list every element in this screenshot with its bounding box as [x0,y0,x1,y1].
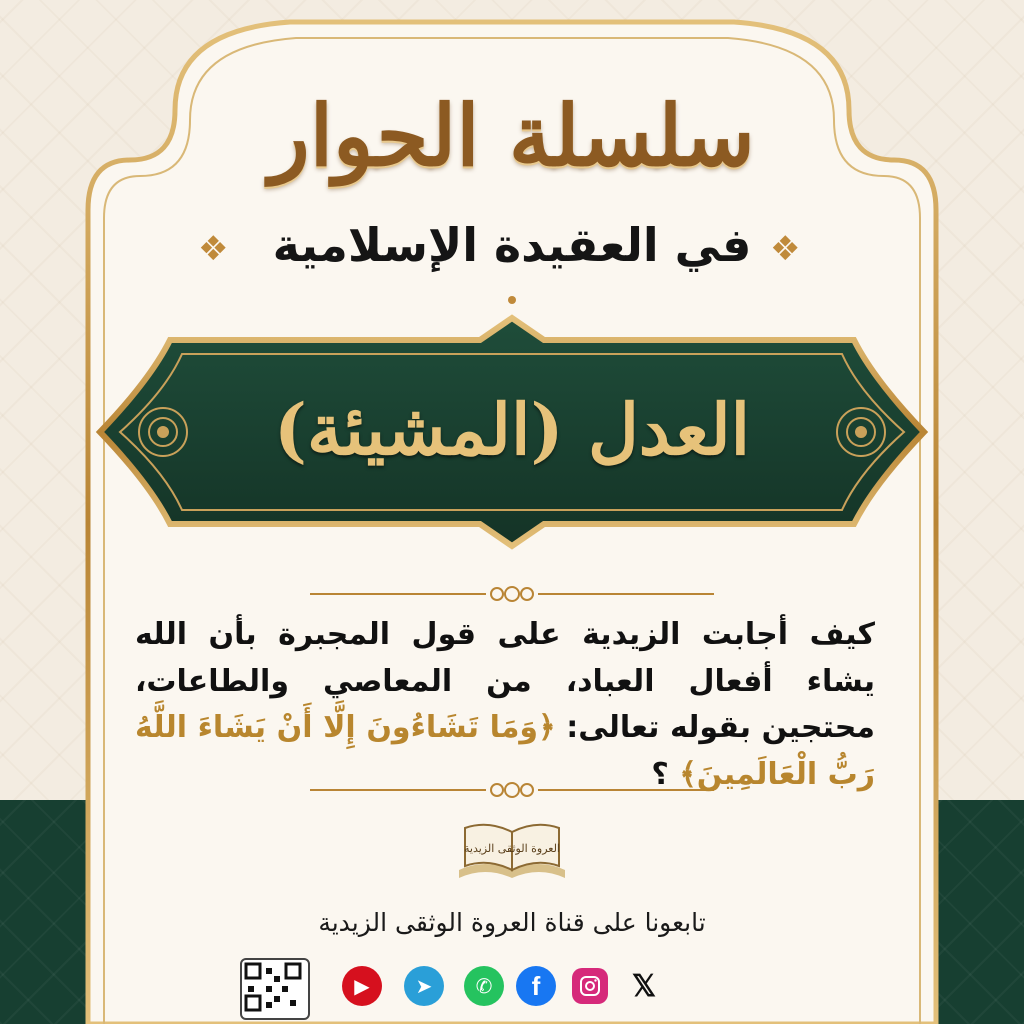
youtube-icon[interactable]: ▶ [342,966,382,1006]
question-body: كيف أجابت الزيدية على قول المجبرة بأن الله يشاء أفعال العباد، من المعاصي والطاعات، محتجين بقوله تعالى: [135,617,875,745]
follow-us-text: تابعونا على قناة العروة الوثقى الزيدية [318,908,706,937]
ornament-right-icon: ❖ [770,229,801,269]
book-logo [455,818,569,884]
banner-title: العدل (المشيئة) [273,388,751,471]
ornament-left-icon: ❖ [198,229,229,269]
qr-code-icon [242,960,304,1014]
x-icon[interactable]: 𝕏 [631,969,657,1003]
series-title: سلسلة الحوار [269,86,755,185]
series-subtitle: في العقيدة الإسلامية [272,218,752,272]
quran-verse: ﴿وَمَا تَشَاءُونَ إِلَّا أَنْ يَشَاءَ اللَّهُ رَبُّ الْعَالَمِينَ﴾ [135,710,875,792]
qr-code[interactable] [240,958,310,1020]
question-mark: ؟ [651,756,669,792]
instagram-glyph-icon [578,974,602,998]
whatsapp-icon[interactable]: ✆ [464,966,504,1006]
logo-text: العروة الوثقى الزيدية [463,842,561,855]
instagram-icon[interactable] [572,968,608,1004]
telegram-icon[interactable]: ➤ [404,966,444,1006]
question-text [135,612,875,798]
facebook-icon[interactable]: f [516,966,556,1006]
